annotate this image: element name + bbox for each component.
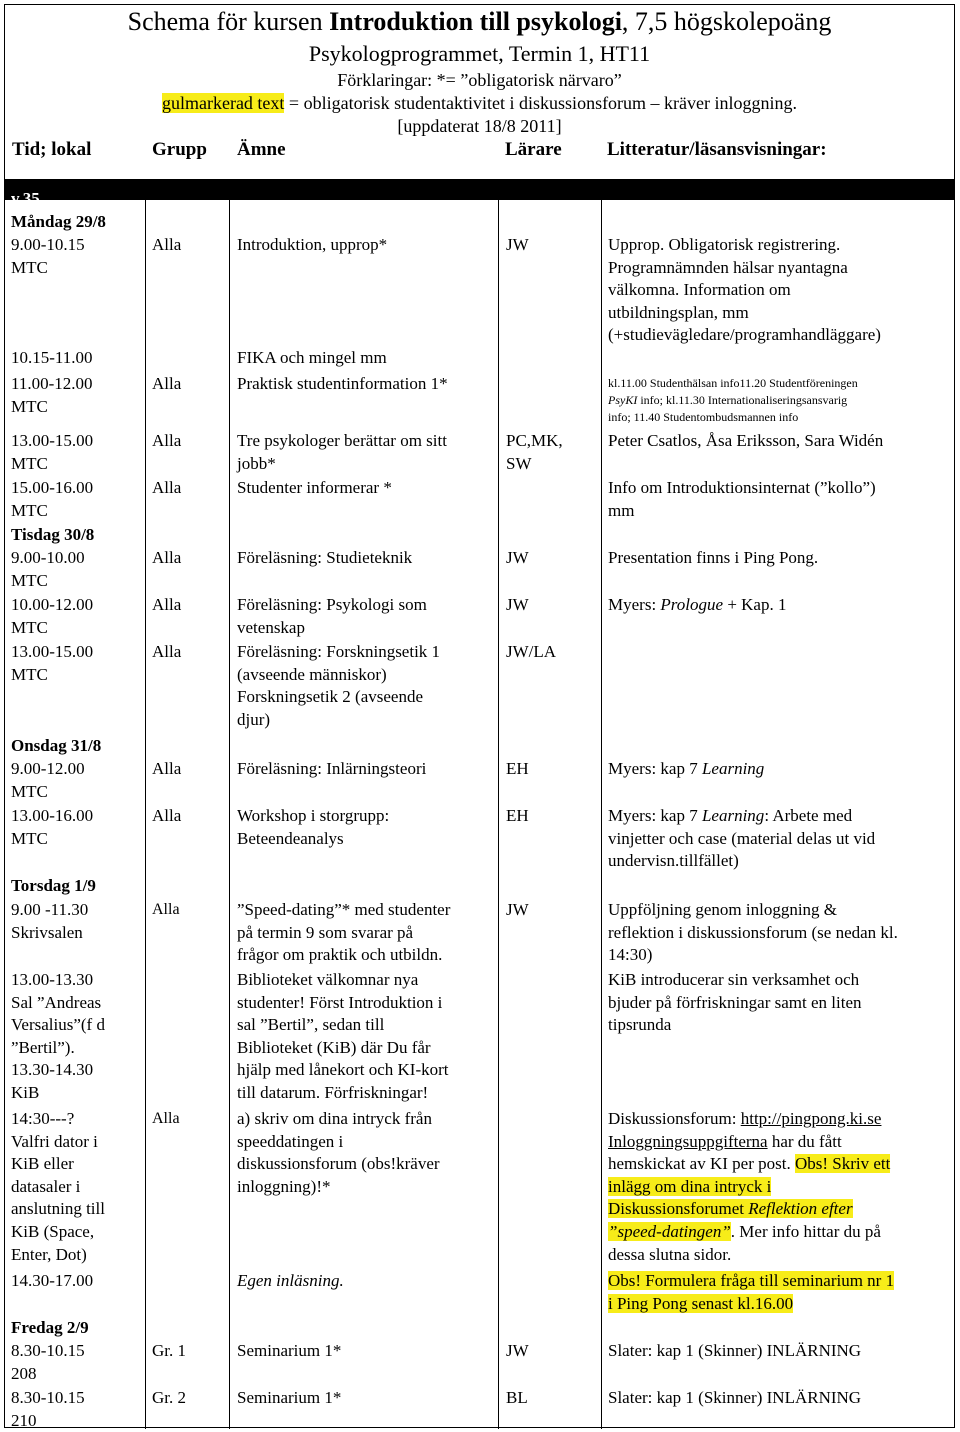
week-label: v.35 bbox=[11, 189, 40, 208]
time-cell: 14.30-17.00 bbox=[11, 1271, 94, 1290]
subject-cell: Föreläsning: Inlärningsteori bbox=[237, 759, 427, 778]
time-cell: 8.30-10.15 208 bbox=[11, 1341, 85, 1383]
time-cell: 13.00-16.00 MTC bbox=[11, 806, 94, 848]
col-divider bbox=[601, 179, 602, 1429]
subject-cell: Seminarium 1* bbox=[237, 1341, 342, 1360]
day-heading: Måndag 29/8 bbox=[11, 212, 106, 231]
time-cell: 8.30-10.15 210 bbox=[11, 1388, 85, 1430]
literature-cell: Slater: kap 1 (Skinner) INLÄRNING bbox=[608, 1341, 862, 1360]
col-divider bbox=[145, 179, 146, 1429]
subject-cell: Föreläsning: Forskningsetik 1 (avseende människor) Forskningsetik 2 (avseende djur) bbox=[237, 642, 441, 729]
literature-cell: Myers: kap 7 Learning bbox=[608, 759, 765, 778]
teacher-cell: PC,MK, SW bbox=[506, 431, 563, 473]
group-cell: Alla bbox=[152, 901, 180, 918]
teacher-cell: JW bbox=[506, 595, 529, 614]
time-cell: 9.00-10.15 MTC bbox=[11, 235, 85, 277]
time-cell: 10.00-12.00 MTC bbox=[11, 595, 94, 637]
time-cell: 9.00-12.00 MTC bbox=[11, 759, 85, 801]
literature-cell: Myers: Prologue + Kap. 1 bbox=[608, 595, 787, 614]
legend-line-2: gulmarkerad text = obligatorisk studentaktivitet i diskussionsforum – kräver inloggning. bbox=[161, 93, 798, 113]
time-cell: 9.00-10.00 MTC bbox=[11, 548, 85, 590]
col-amne: Ämne bbox=[237, 139, 286, 160]
literature-cell: Obs! Formulera fråga till seminarium nr 1 i Ping Pong senast kl.16.00 bbox=[608, 1271, 895, 1313]
day-heading: Tisdag 30/8 bbox=[11, 525, 95, 544]
schedule-page bbox=[4, 4, 955, 1428]
group-cell: Alla bbox=[152, 759, 182, 778]
literature-cell: Diskussionsforum: http://pingpong.ki.se Inloggningsuppgifterna har du fått hemskickat av KI per post. Obs! Skriv ett inlägg om dina intryck i Diskussionsforumet Reflektion efter ”speed-datingen”. Mer info hittar du på dessa slutna sidor. bbox=[608, 1109, 891, 1264]
group-cell: Alla bbox=[152, 431, 182, 450]
literature-cell: Upprop. Obligatorisk registrering. Programnämnden hälsar nyantagna välkomna. Information om utbildningsplan, mm (+studievägledare/programhandläggare) bbox=[608, 235, 881, 345]
col-divider bbox=[229, 179, 230, 1429]
group-cell: Alla bbox=[152, 548, 182, 567]
teacher-cell: JW bbox=[506, 548, 529, 567]
group-cell: Gr. 2 bbox=[152, 1388, 186, 1407]
subject-cell: Föreläsning: Studieteknik bbox=[237, 548, 413, 567]
group-cell: Alla bbox=[152, 642, 182, 661]
subject-cell: ”Speed-dating”* med studenter på termin 9 som svarar på frågor om praktik och utbildn. bbox=[237, 900, 451, 965]
time-cell: 10.15-11.00 bbox=[11, 348, 93, 367]
time-cell: 15.00-16.00 MTC bbox=[11, 478, 94, 520]
page-title: Schema för kursen Introduktion till psykologi, 7,5 högskolepoäng bbox=[127, 7, 832, 36]
group-cell: Alla bbox=[152, 1110, 180, 1127]
subject-cell: Egen inläsning. bbox=[237, 1271, 344, 1290]
time-cell: 14:30---? Valfri dator i KiB eller datasaler i anslutning till KiB (Space, Enter, Dot) bbox=[11, 1109, 105, 1264]
teacher-cell: JW bbox=[506, 1341, 529, 1360]
literature-cell: Info om Introduktionsinternat (”kollo”) mm bbox=[608, 478, 876, 520]
day-heading: Fredag 2/9 bbox=[11, 1318, 89, 1337]
subject-cell: Workshop i storgrupp: Beteendeanalys bbox=[237, 806, 390, 848]
literature-cell: Myers: kap 7 Learning: Arbete med vinjetter och case (material delas ut vid undervisn.tillfället) bbox=[608, 806, 876, 871]
time-cell: 13.00-15.00 MTC bbox=[11, 431, 94, 473]
week-bar bbox=[5, 180, 954, 200]
group-cell: Alla bbox=[152, 478, 182, 497]
login-instructions-link[interactable]: Inloggningsuppgifterna bbox=[608, 1131, 768, 1151]
day-heading: Onsdag 31/8 bbox=[11, 736, 102, 755]
pingpong-link[interactable]: http://pingpong.ki.se bbox=[740, 1109, 882, 1128]
teacher-cell: JW bbox=[506, 235, 529, 254]
time-cell: 13.00-15.00 MTC bbox=[11, 642, 94, 684]
subject-cell: Praktisk studentinformation 1* bbox=[237, 374, 448, 393]
teacher-cell: BL bbox=[506, 1388, 528, 1407]
group-cell: Alla bbox=[152, 235, 182, 254]
group-cell: Gr. 1 bbox=[152, 1341, 186, 1360]
teacher-cell: EH bbox=[506, 806, 529, 825]
subject-cell: Biblioteket välkomnar nya studenter! Först Introduktion i sal ”Bertil”, sedan till Biblioteket (KiB) där Du får hjälp med lånekort och KI-kort till datarum. Förfriskningar! bbox=[237, 970, 449, 1102]
literature-cell: KiB introducerar sin verksamhet och bjuder på förfriskningar samt en liten tipsrunda bbox=[608, 970, 862, 1035]
subject-cell: FIKA och mingel mm bbox=[237, 348, 387, 367]
literature-cell: Slater: kap 1 (Skinner) INLÄRNING bbox=[608, 1388, 862, 1407]
col-divider bbox=[498, 179, 499, 1429]
col-litteratur: Litteratur/läsansvisningar: bbox=[607, 139, 827, 160]
subject-cell: Seminarium 1* bbox=[237, 1388, 342, 1407]
col-grupp: Grupp bbox=[152, 139, 207, 160]
col-larare: Lärare bbox=[505, 139, 562, 160]
literature-cell: Peter Csatlos, Åsa Eriksson, Sara Widén bbox=[608, 431, 884, 450]
literature-cell: Presentation finns i Ping Pong. bbox=[608, 548, 819, 567]
program-line: Psykologprogrammet, Termin 1, HT11 bbox=[308, 41, 651, 66]
day-heading: Torsdag 1/9 bbox=[11, 876, 96, 895]
subject-cell: Tre psykologer berättar om sitt jobb* bbox=[237, 431, 447, 473]
teacher-cell: EH bbox=[506, 759, 529, 778]
subject-cell: Studenter informerar * bbox=[237, 478, 392, 497]
group-cell: Alla bbox=[152, 806, 182, 825]
teacher-cell: JW/LA bbox=[506, 642, 557, 661]
group-cell: Alla bbox=[152, 595, 182, 614]
time-cell: 9.00 -11.30 Skrivsalen bbox=[11, 900, 89, 942]
time-cell: 13.00-13.30 Sal ”Andreas Versalius”(f d ”Bertil”). 13.30-14.30 KiB bbox=[11, 970, 105, 1102]
teacher-cell: JW bbox=[506, 900, 529, 919]
legend-line-1: Förklaringar: *= ”obligatorisk närvaro” bbox=[337, 70, 622, 90]
subject-cell: Introduktion, upprop* bbox=[237, 235, 388, 254]
literature-cell: kl.11.00 Studenthälsan info11.20 Studentföreningen PsyKI info; kl.11.30 Internationaliseringsansvarig info; 11.40 Studentombudsmannen info bbox=[608, 376, 858, 424]
subject-cell: a) skriv om dina intryck från speeddatingen i diskussionsforum (obs!kräver inloggning)!* bbox=[237, 1109, 440, 1196]
time-cell: 11.00-12.00 MTC bbox=[11, 374, 93, 416]
updated-note: [uppdaterat 18/8 2011] bbox=[397, 116, 562, 136]
column-headings bbox=[5, 139, 954, 159]
col-tid: Tid; lokal bbox=[12, 139, 92, 160]
group-cell: Alla bbox=[152, 374, 182, 393]
subject-cell: Föreläsning: Psykologi som vetenskap bbox=[237, 595, 427, 637]
literature-cell: Uppföljning genom inloggning & reflektion i diskussionsforum (se nedan kl. 14:30) bbox=[608, 900, 898, 965]
